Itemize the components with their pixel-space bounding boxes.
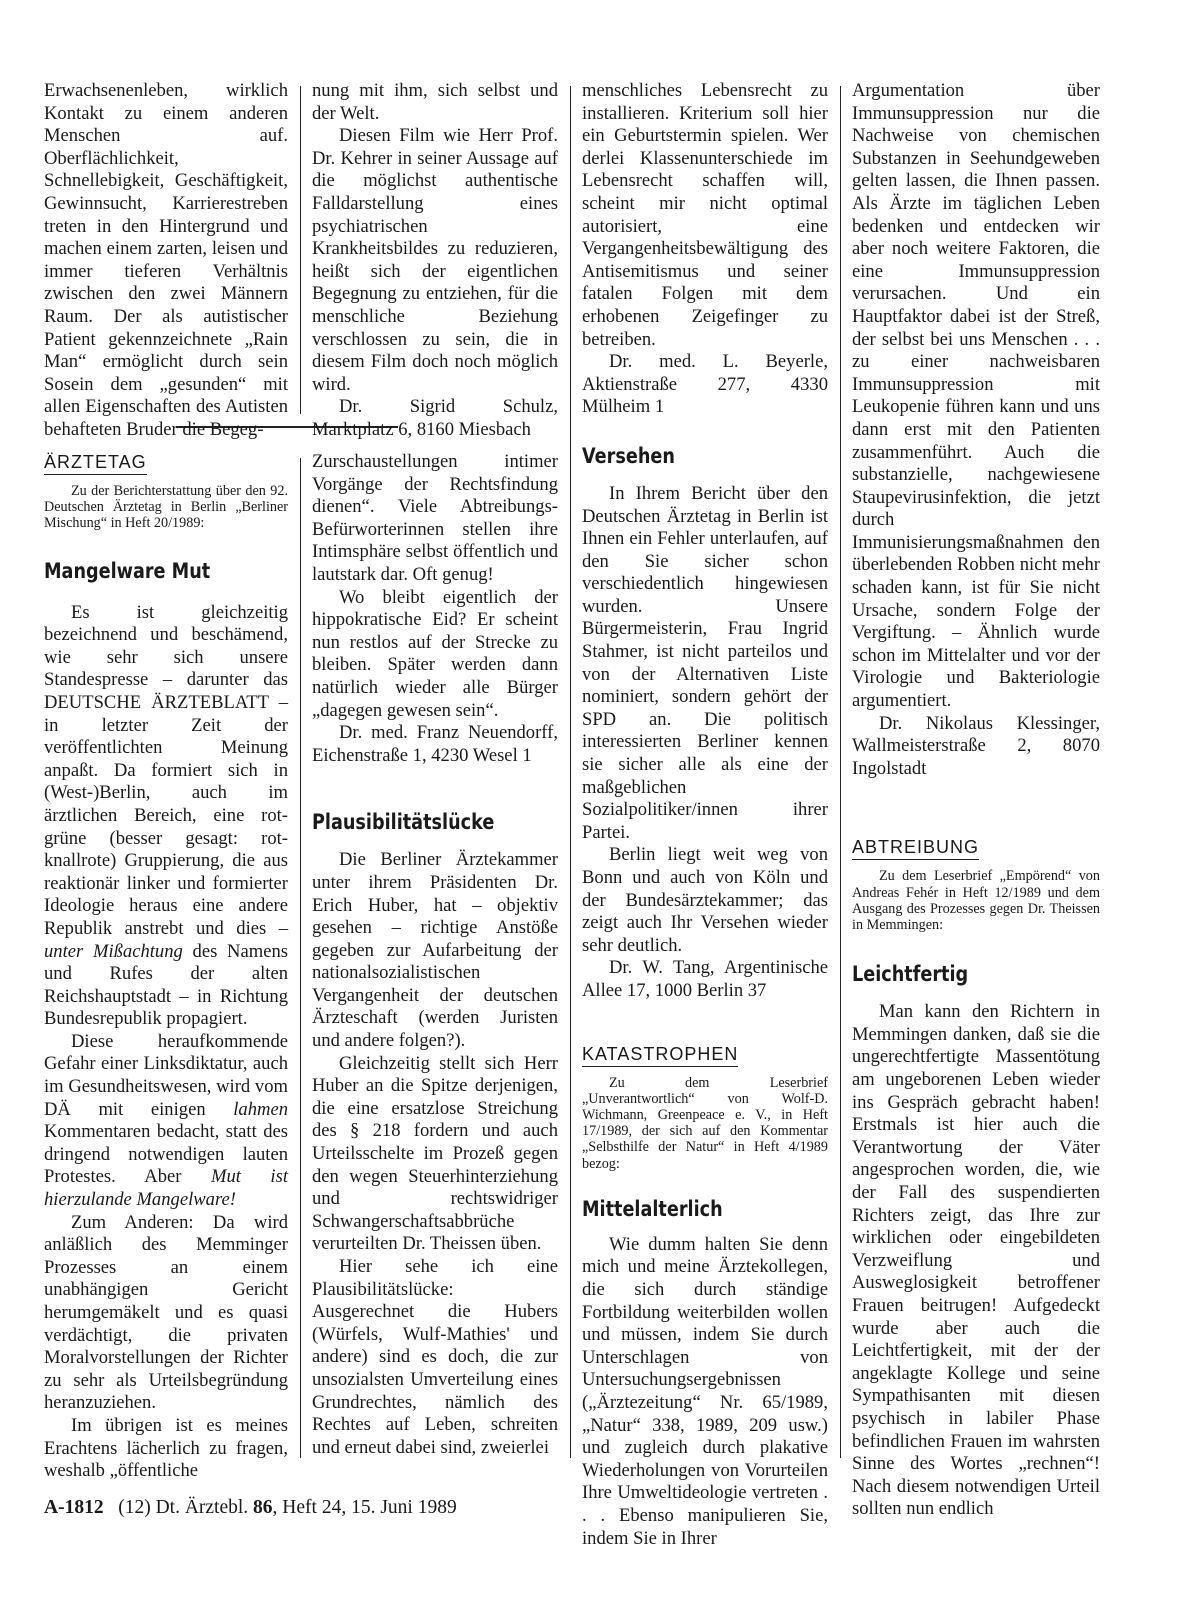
headline-leichtfertig: Leichtfertig: [852, 962, 969, 987]
article-text: Man kann den Richtern in Memmingen danken, daß sie die ungerechtfertigte Massentötung am ungeborenen Leben wieder ins Gespräch gebracht haben! Erstmals ist hier auch die Verantwortung der Väter angesprochen worden, die, wie der Fall des suspendierten Richters zeigt, das Ihre zur wirklichen oder eingebildeten Verzweiflung und Ausweglosigkeit betroffener Frauen beitrugen! Aufgedeckt wurde aber auch die Leichtfertigkeit, mit der der angeklagte Kollege und seine Sympathisanten mit diesen psychisch in labiler Phase befindlichen Frauen im wahrsten Sinne des Wortes „rechnen“! Nach diesem notwendigen Urteil sollten nun endlich: [852, 1001, 1100, 1520]
article-text: Gleichzeitig stellt sich Herr Huber an die Spitze derjenigen, die eine ersatzlose Streichung des § 218 fordern und auch Urteilsschelte im Prozeß gegen den wegen Steuerhinterziehung und rechtswidriger Schwangerschaftsabbrüche verurteilten Dr. Theissen üben.: [312, 1052, 558, 1255]
column-4: [852, 80, 1100, 1521]
headline-mangelware-mut: Mangelware Mut: [44, 558, 211, 583]
article-text: Zurschaustellungen intimer Vorgänge der Rechtsfindung dienen“. Viele Abtreibungs-Befürworterinnen stellen ihre Intimsphäre selbst öffentlich und lautstark dar. Oft genug!: [312, 451, 558, 585]
section-title-katastrophen: KATASTROPHEN: [582, 1043, 738, 1067]
article-text: Berlin liegt weit weg von Bonn und auch von Köln und der Bundesärztekammer; das zeigt auch Ihr Versehen wieder sehr deutlich.: [582, 844, 828, 956]
article-text: Diese heraufkommende Gefahr einer Linksdiktatur, auch im Gesundheitswesen, wird vom DÄ mit einigen lahmen Kommentaren bedacht, statt des dringend notwendigen lauten Protestes. Aber Mut ist hierzulande Mangelware!: [44, 1030, 288, 1211]
letter-intro: Zu dem Leserbrief „Unverantwortlich“ von Wolf-D. Wichmann, Greenpeace e. V., in Heft 17/1989, der sich auf den Kommentar „Selbsthilfe der Natur“ in Heft 4/1989 bezog:: [582, 1074, 828, 1172]
article-text: Wie dumm halten Sie denn mich und meine Ärztekollegen, die sich durch ständige Fortbildung weiterbilden wollen und müssen, indem Sie durch Unterschlagen von Untersuchungsergebnissen („Ärztezeitung“ Nr. 65/1989, „Natur“ 338, 1989, 209 usw.) und zugleich durch plakative Wiederholungen von Vorurteilen Ihre Umweltideologie vertreten . . . Ebenso manipulieren Sie, indem Sie in Ihrer: [582, 1233, 828, 1549]
article-text: nung mit ihm, sich selbst und der Welt.: [312, 80, 558, 124]
column-rule-2: [300, 458, 301, 1458]
column-rule-3: [570, 86, 571, 1458]
page-footer: [44, 1497, 457, 1519]
letter-signature: Dr. Sigrid Schulz, Marktplatz 6, 8160 Miesbach: [312, 396, 558, 440]
letter-signature: Dr. Nikolaus Klessinger, Wallmeisterstraße 2, 8070 Ingolstadt: [852, 712, 1100, 779]
journal-volume: 86: [253, 1497, 273, 1518]
letter-signature: Dr. med. Franz Neuendorff, Eichenstraße 1, 4230 Wesel 1: [312, 722, 558, 766]
letter-intro: Zu der Berichterstattung über den 92. Deutschen Ärztetag in Berlin „Berliner Mischung“ in Heft 20/1989:: [44, 483, 288, 532]
article-text: Hier sehe ich eine Plausibilitätslücke: Ausgerechnet die Hubers (Würfels, Wulf-Mathies' und andere) sind es doch, die zur unsozialsten Umverteilung eines Grundrechtes, nämlich des Rechtes auf Leben, schreiten und erneut dabei sind, zweierlei: [312, 1256, 558, 1458]
column-2-bottom: [312, 451, 558, 1459]
article-text: Die Berliner Ärztekammer unter ihrem Präsidenten Dr. Erich Huber, hat – objektiv gesehen – richtige Anstöße gegeben zur Aufarbeitung der nationalsozialistischen Vergangenheit der deutschen Ärzteschaft (werden Juristen und andere folgen?).: [312, 849, 558, 1052]
column-1-bottom: [44, 451, 288, 1483]
letter-intro: Zu dem Leserbrief „Empörend“ von Andreas Fehér in Heft 12/1989 und dem Ausgang des Prozesses gegen Dr. Theissen in Memmingen:: [852, 868, 1100, 934]
headline-versehen: Versehen: [582, 443, 675, 468]
column-rule-4: [840, 86, 841, 1458]
article-text: menschliches Lebensrecht zu installieren. Kriterium soll hier ein Geburtstermin spielen. Wer derlei Klassenunterschiede im Lebensrecht schaffen will, scheint mir nicht optimal autorisiert, eine Vergangenheitsbewältigung des Antisemitismus und seiner fatalen Folgen mit dem erhobenen Zeigefinger zu betreiben.: [582, 80, 828, 350]
letter-signature: Dr. med. L. Beyerle, Aktienstraße 277, 4330 Mülheim 1: [582, 351, 828, 418]
letter-signature: Dr. W. Tang, Argentinische Allee 17, 1000 Berlin 37: [582, 957, 828, 1001]
journal-name: (12) Dt. Ärztebl.: [118, 1497, 249, 1518]
page-number: A-1812: [44, 1497, 104, 1518]
issue-info: , Heft 24, 15. Juni 1989: [272, 1497, 457, 1518]
headline-mittelalterlich: Mittelalterlich: [582, 1196, 723, 1221]
article-text: In Ihrem Bericht über den Deutschen Ärztetag in Berlin ist Ihnen ein Fehler unterlaufen, auf den Sie sicher schon verschiedentlich hingewiesen wurden. Unsere Bürgermeisterin, Frau Ingrid Stahmer, ist nicht parteilos und von der Alternativen Liste nominiert, sondern gehört der SPD an. Die politisch interessierten Berliner kennen sie sicher alle als eine der maßgeblichen Sozialpolitiker/innen ihrer Partei.: [582, 482, 828, 843]
article-text: Wo bleibt eigentlich der hippokratische Eid? Er scheint nun restlos auf der Strecke zu bleiben. Später werden dann natürlich wieder alle Bürger „dagegen gewesen sein“.: [312, 586, 558, 721]
section-title-abtreibung: ABTREIBUNG: [852, 836, 979, 860]
section-title-aerztetag: ÄRZTETAG: [44, 451, 147, 475]
article-text: Zum Anderen: Da wird anläßlich des Memminger Prozesses an einem unabhängigen Gericht herumgemäkelt und es quasi verdächtigt, die privaten Moralvorstellungen der Richter zu sehr als Urteilsbegründung heranzuziehen.: [44, 1211, 288, 1414]
column-1-top: [44, 80, 288, 442]
article-text: Diesen Film wie Herr Prof. Dr. Kehrer in seiner Aussage auf die möglichst authentische Falldarstellung eines psychiatrischen Krankheitsbildes zu reduzieren, heißt sich der eigentlichen Begegnung zu entziehen, für die menschliche Beziehung verschlossen zu sein, die in diesem Film doch noch möglich wird.: [312, 125, 558, 395]
article-text: Argumentation über Immunsuppression nur die Nachweise von chemischen Substanzen in Seehundgeweben gelten lassen, die Ihnen passen. Als Ärzte im täglichen Leben bedenken und entdecken wir aber noch weitere Faktoren, die eine Immunsuppression verursachen. Und ein Hauptfaktor dabei ist der Streß, der selbst bei uns Menschen . . . zu einer nachweisbaren Immunsuppression mit Leukopenie führen kann und uns dann erst mit den Patienten zusammenführt. Auch die substanzielle, nachgewiesene Staupevirusinfektion, die jetzt durch Immunisierungsmaßnahmen den überlebenden Robben nicht mehr schaden kann, ist für Sie nicht Ursache, sondern Folge der Vergiftung. – Ähnlich wurde schon im Mittelalter und vor der Virologie und Bakteriologie argumentiert.: [852, 80, 1100, 712]
column-rule-1: [300, 86, 301, 414]
column-2-top: [312, 80, 558, 442]
column-3: [582, 80, 828, 1550]
headline-plausibilitaetsluecke: Plausibilitätslücke: [312, 810, 495, 835]
article-text: Im übrigen ist es meines Erachtens lächerlich zu fragen, weshalb „öffentliche: [44, 1414, 288, 1482]
article-text: Erwachsenenleben, wirklich Kontakt zu einem anderen Menschen auf. Oberflächlichkeit, Schnellebigkeit, Geschäftigkeit, Gewinnsucht, Karrierestreben treten in den Hintergrund und machen einem zarten, leisen und immer tieferen Verhältnis zwischen den zwei Männern Raum. Der als autistischer Patient gekennzeichnete „Rain Man“ ermöglicht durch sein Sosein dem „gesunden“ mit allen Eigenschaften des Autisten behafteten Bruder die Begeg-: [44, 80, 288, 440]
article-text: Es ist gleichzeitig bezeichnend und beschämend, wie sehr sich unsere Standespresse – darunter das DEUTSCHE ÄRZTEBLATT – in letzter Zeit der veröffentlichten Meinung anpaßt. Da formiert sich in (West-)Berlin, auch im ärztlichen Bereich, eine rot-grüne (besser gesagt: rot-knallrote) Gruppierung, die aus reaktionär linker und formierter Ideologie heraus eine andere Republik anstrebt und dies – unter Mißachtung des Namens und Rufes der alten Reichshauptstadt – in Richtung Bundesrepublik propagiert.: [44, 601, 288, 1030]
